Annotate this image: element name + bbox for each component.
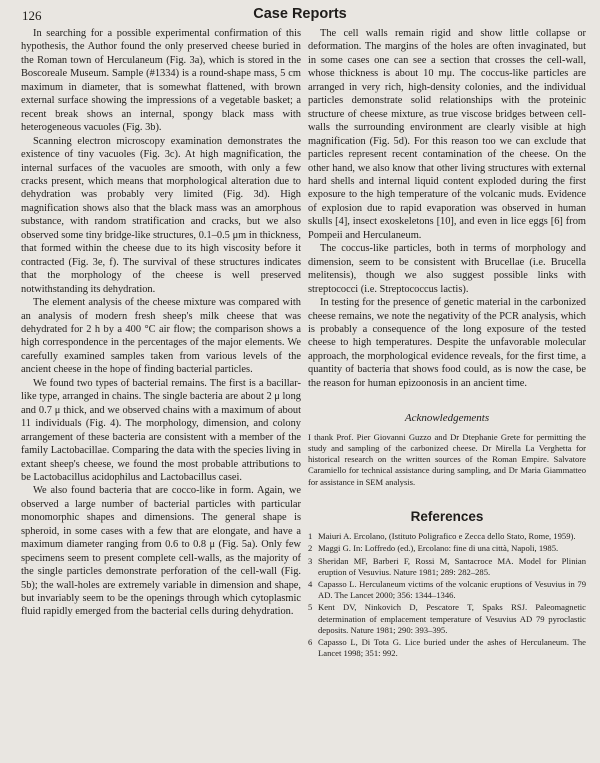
acknowledgements-heading: Acknowledgements [404, 412, 490, 425]
paragraph: The cell walls remain rigid and show little collapse or deformation. The margins of the holes are often invaginated, but in some cases one can see a section that crosses the cell-wall, whose thickness is about 10 mμ. The coccus-like particles are arranged in very rich, high-density colonies, and the individual particles demonstrate solid relationships with the proteinic structure of cheese mixture, as true viscose bridges between cell-walls the surrounding environment are clearly visible at high magnification (Fig. 5d). For this reason too we can exclude that particles represent recent contamination of the cheese. On the other hand, we also know that other living structures with external hard shells and internal liquid content exploded during the first exposure to the high temperature of the volcanic muds. Evidence of explosion due to rapid evaporation was observed in human skulls [4], insect exoskeletons [10], and even in lice eggs [6] from Pompeii and Herculaneum. [308, 28, 586, 241]
acknowledgements-text: I thank Prof. Pier Giovanni Guzzo and Dr Dtephanie Grete for permitting the study and sampling of the carbonized cheese. Dr Mirella La Verghetta for historical research on the written sources of the Roman Empire. Salvatore Caramiello for technical assistance during sampling, and Dr Maria Giammatteo for assistance in SEM analysis. [308, 431, 586, 487]
paragraph: In searching for a possible experimental confirmation of this hypothesis, the Author found the only preserved cheese buried in the Roman town of Herculaneum (Fig. 3a), which is stored in the Boscoreale Museum. Sample (#1334) is a round-shape mass, 5 cm maximum in diameter, that is somewhat flattened, with brown external surface showing the impressions of a vegetable basket; a recent break shows an internal, spongy black mass with heterogeneous vacuoles (Fig. 3b). [21, 28, 301, 134]
paragraph: We also found bacteria that are cocco-like in form. Again, we observed a large number of bacterial particles with particular monomorphic shapes and dimensions. The general shape is spheroid, in some cases with a few that are elongate, and have a maximum diameter ranging from 0.6 to 0.8 μ (Fig. 5a). Only few specimens seem to present complete cell-walls, as the majority of the single particles demonstrate perforation of the cell-wall (Fig. 5b); the wall-holes are extremely variable in dimension and shape, but invariably seem to be the openings through which cytoplasmic fluid rapidly emerged from the bacterial cells during dehydration. [21, 485, 301, 618]
reference-item: 4 Capasso L. Herculaneum victims of the volcanic eruptions of Vesuvius in 79 AD. The Lancet 2000; 356: 1344–1346. [308, 578, 586, 601]
reference-item: 3 Sheridan MF, Barberi F, Rossi M, Santacroce MA. Model for Plinian eruption of Vesuvius. Nature 1981; 289: 282–285. [308, 555, 586, 577]
reference-item: 2 Maggi G. In: Loffredo (ed.), Ercolano: fine di una città, Napoli, 1985. [308, 543, 559, 554]
reference-item: 6 Capasso L, Di Tota G. Lice buried under the ashes of Herculaneum. The Lancet 1998; 351: 992. [308, 636, 586, 659]
reference-item: 1 Maiuri A. Ercolano, (Istituto Poligrafico e Zecca dello Stato, Rome, 1959). [308, 531, 576, 542]
section-title: Case Reports [253, 6, 347, 22]
right-column [308, 27, 586, 660]
references-heading: References [410, 508, 484, 524]
paragraph: We found two types of bacterial remains. The first is a bacillar-like type, arranged in chains. The single bacteria are about 2 μ long and 0.7 μ thick, and we observed chains with a maximum of about 11 individuals (Fig. 4). The morphology, dimension, and colony arrangement of these bacteria are consistent with a member of the family Lactobacillae. Comparing the data with the species living in extant sheep's cheese, we found the most probable attributions to be Lactobacillus acidophilus and Lactobacillus casei. [21, 377, 301, 483]
page-number: 126 [22, 8, 42, 23]
paragraph: The element analysis of the cheese mixture was compared with an analysis of modern fresh sheep's milk cheese that was dehydrated for 2 h by a 400 °C air flow; the comparison shows a high correspondence in the percentages of the major elements. We carefully examined samples taken from various levels of the ancient cheese in the hope of finding bacterial particles. [21, 297, 301, 376]
reference-item: 5 Kent DV, Ninkovich D, Pescatore T, Spaks RSJ. Paleomagnetic determination of emplacement temperature of Vesuvius AD 79 pyroclastic deposits. Nature 1981; 290: 393–395. [308, 602, 586, 635]
left-column [21, 27, 301, 619]
references-list [308, 531, 586, 659]
paragraph: The coccus-like particles, both in terms of morphology and dimension, seem to be consistent with Brucellae (i.e. Brucella melitensis), though we also suggest possible links with streptococci (i.e. Streptococcus lactis). [308, 243, 586, 295]
paragraph: Scanning electron microscopy examination demonstrates the existence of tiny vacuoles (Fig. 3c). At high magnification, the internal surfaces of the vacuoles are smooth, with only a few cracks present, which means that morphological alteration due to dehydration was probably very limited (Fig. 3d). High magnification shows also that the black mass was an amorphous substance, with random stratification and cracks, but we also observed some tiny bridge-like structures, 0.1–0.5 μm in thickness, that formed within the cheese due to its high viscosity before it contracted (Fig. 3e, f). The survival of these structures indicates that the morphology of the cheese is well preserved notwithstanding its dehydration. [21, 135, 301, 295]
page-header [20, 6, 580, 26]
paragraph: In testing for the presence of genetic material in the carbonized cheese remains, we note the negativity of the PCR analysis, which is probably a consequence of the long exposure of the tested cheese to high temperatures. Despite the unfavorable molecular approach, the morphological evidence reveals, for the first time, a quantity of bacteria that shows food could, as is now the case, be the reason for human epizoonosis in an ancient time. [308, 297, 586, 389]
